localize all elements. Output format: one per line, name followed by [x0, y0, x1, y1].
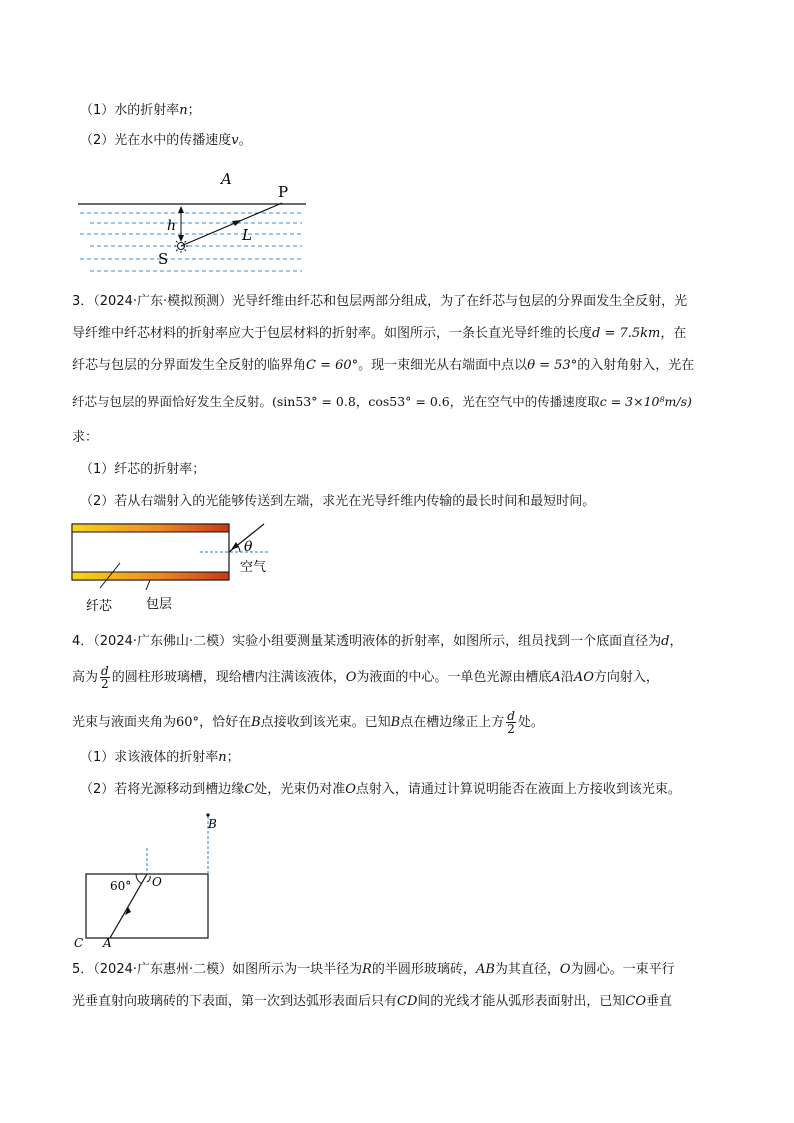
- label-air: 空气: [240, 560, 267, 575]
- water-refraction-figure: [70, 168, 320, 278]
- q3-part2: （2）若从右端射入的光能够传送到左端，求光在光导纤维内传输的最长时间和最短时间。: [80, 494, 596, 509]
- label-A-fig3: A: [103, 936, 112, 950]
- label-cladding: 包层: [146, 597, 173, 612]
- q4-part1: （1）求该液体的折射率n；: [80, 750, 240, 765]
- q4-part2: （2）若将光源移动到槽边缘C处，光束仍对准O点射入，请通过计算说明能否在液面上方接收到该光束。: [80, 782, 681, 797]
- optical-fiber-figure: [70, 518, 290, 618]
- q5-line1: 5．（2024·广东惠州·二模）如图所示为一块半径为R的半圆形玻璃砖，AB为其直径，O为圆心。一束平行: [72, 962, 675, 977]
- q3-line1: 3．（2024·广东·模拟预测）光导纤维由纤芯和包层两部分组成，为了在纤芯与包层的分界面发生全反射，光: [72, 294, 688, 309]
- q3-line3: 纤芯与包层的分界面发生全反射的临界角C = 60°。现一束细光从右端面中点以θ = 53°的入射角射入，光在: [72, 358, 695, 373]
- label-core: 纤芯: [86, 599, 113, 614]
- label-L: L: [242, 226, 252, 244]
- q4-line2: 高为 $\frac{d}{2}$ 的圆柱形玻璃槽，现给槽内注满该液体，O为液面的中心。一单色光源由槽底A沿AO方向射入，: [72, 664, 659, 691]
- label-B: B: [208, 817, 217, 831]
- label-S: S: [158, 250, 169, 268]
- label-P: P: [278, 183, 289, 201]
- q2-part2: （2）光在水中的传播速度v。: [80, 133, 252, 148]
- label-C: C: [74, 936, 84, 950]
- label-h: h: [167, 218, 177, 234]
- liquid-trough-figure: [70, 806, 230, 951]
- q4-line3: 光束与液面夹角为60°，恰好在B点接收到该光束。已知B点在槽边缘正上方 $\frac{d}{2}$ 处。: [72, 709, 544, 736]
- q2-part1: （1）水的折射率n；: [80, 103, 201, 118]
- fraction-d-over-2: $\frac{d}{2}$: [101, 664, 109, 691]
- fraction-d-over-2-b: $\frac{d}{2}$: [507, 709, 515, 736]
- q4-line1: 4．（2024·广东佛山·二模）实验小组要测量某透明液体的折射率，如图所示，组员找到一个底面直径为d，: [72, 634, 683, 649]
- label-O: O: [152, 875, 162, 889]
- label-theta: θ: [244, 539, 253, 555]
- q3-line4: 纤芯与包层的界面恰好发生全反射。(sin53° = 0.8，cos53° = 0.6，光在空气中的传播速度取c = 3×10⁸m/s): [72, 394, 692, 409]
- q3-part1: （1）纤芯的折射率；: [80, 462, 206, 477]
- label-A: A: [221, 170, 232, 188]
- q5-line2: 光垂直射向玻璃砖的下表面，第一次到达弧形表面后只有CD间的光线才能从弧形表面射出，已知CO垂直: [72, 994, 673, 1009]
- q3-line2: 导纤维中纤芯材料的折射率应大于包层材料的折射率。如图所示，一条长直光导纤维的长度d = 7.5km，在: [72, 326, 687, 341]
- label-60-degrees: 60°: [110, 879, 132, 893]
- q3-line5: 求：: [72, 430, 99, 445]
